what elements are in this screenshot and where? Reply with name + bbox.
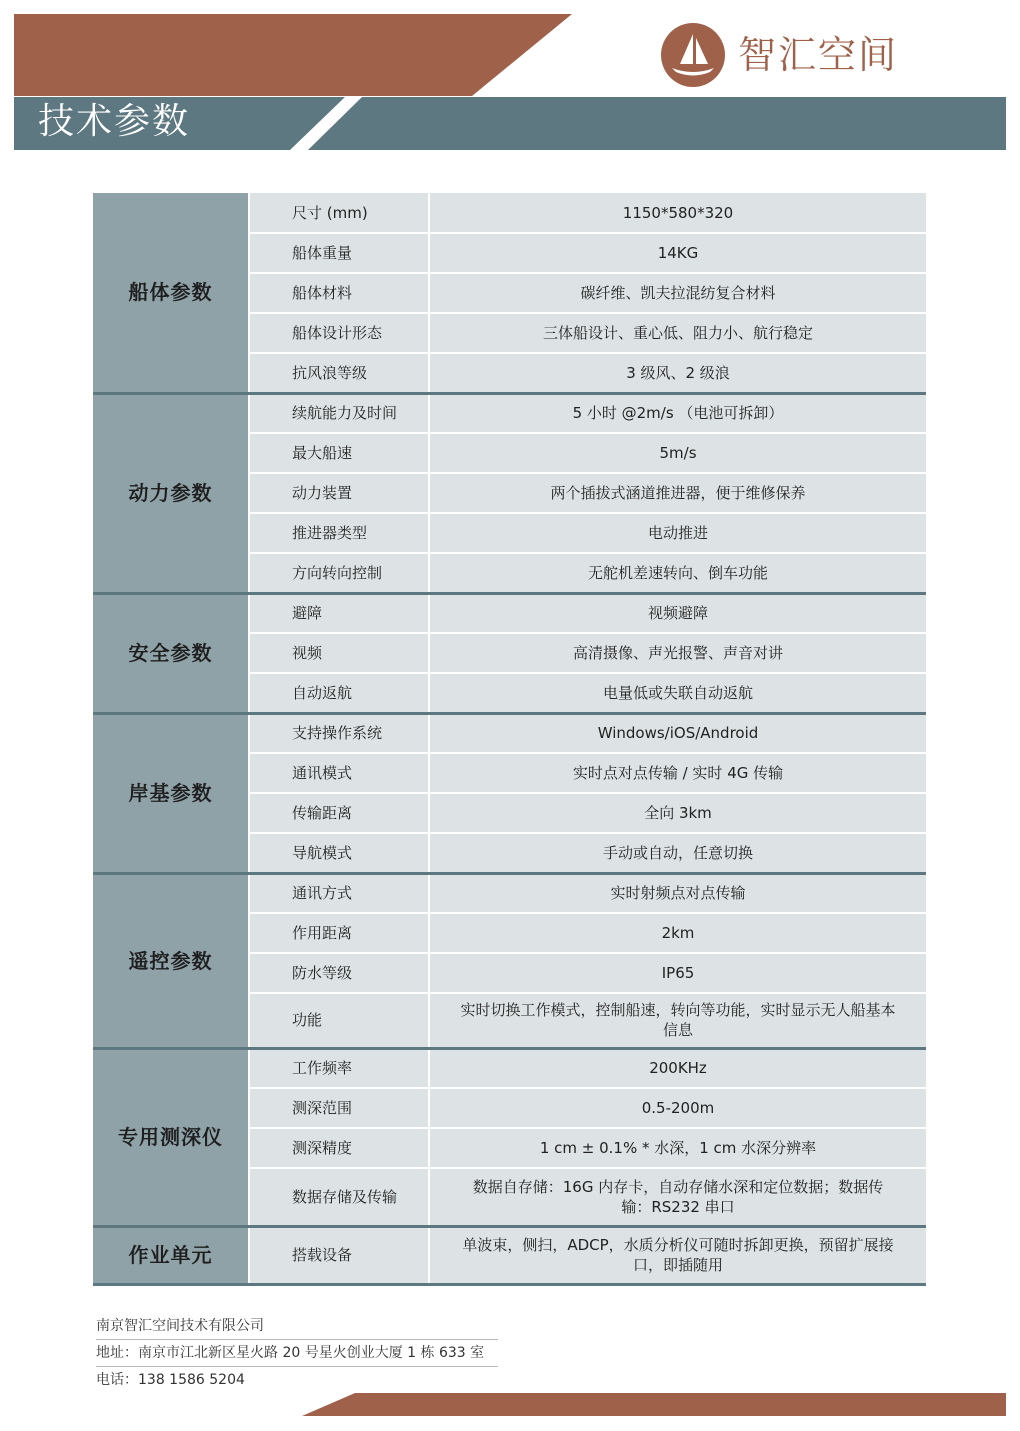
spec-value: 14KG: [429, 233, 926, 273]
spec-label: 续航能力及时间: [249, 393, 429, 433]
spec-label: 导航模式: [249, 833, 429, 873]
group-label: 岸基参数: [93, 713, 249, 873]
spec-label: 通讯方式: [249, 873, 429, 913]
spec-value: IP65: [429, 953, 926, 993]
spec-label: 支持操作系统: [249, 713, 429, 753]
footer-company: 南京智汇空间技术有限公司: [96, 1313, 498, 1340]
spec-row: [93, 713, 926, 753]
brand-logo-icon: [660, 22, 726, 88]
spec-label: 搭载设备: [249, 1226, 429, 1284]
spec-value: 手动或自动，任意切换: [429, 833, 926, 873]
spec-value: 单波束，侧扫，ADCP，水质分析仪可随时拆卸更换，预留扩展接口，即插随用: [429, 1226, 926, 1284]
spec-value: 高清摄像、声光报警、声音对讲: [429, 633, 926, 673]
spec-value: 1 cm ± 0.1% * 水深，1 cm 水深分辨率: [429, 1128, 926, 1168]
brand-name: 智汇空间: [738, 33, 899, 77]
spec-label: 船体材料: [249, 273, 429, 313]
spec-value: 全向 3km: [429, 793, 926, 833]
spec-table: [93, 193, 926, 1286]
spec-value: 1150*580*320: [429, 193, 926, 233]
spec-value: 电量低或失联自动返航: [429, 673, 926, 713]
spec-value: 视频避障: [429, 593, 926, 633]
footer-address: 地址：南京市江北新区星火路 20 号星火创业大厦 1 栋 633 室: [96, 1340, 498, 1367]
spec-label: 抗风浪等级: [249, 353, 429, 393]
spec-value: 实时切换工作模式，控制船速，转向等功能，实时显示无人船基本信息: [429, 993, 926, 1048]
spec-value: 200KHz: [429, 1048, 926, 1088]
spec-value: 两个插拔式涵道推进器，便于维修保养: [429, 473, 926, 513]
spec-value: 电动推进: [429, 513, 926, 553]
spec-value: Windows/iOS/Android: [429, 713, 926, 753]
spec-label: 方向转向控制: [249, 553, 429, 593]
spec-label: 数据存储及传输: [249, 1168, 429, 1226]
spec-row: [93, 1226, 926, 1284]
spec-label: 尺寸 (mm): [249, 193, 429, 233]
spec-label: 船体重量: [249, 233, 429, 273]
spec-label: 防水等级: [249, 953, 429, 993]
spec-label: 通讯模式: [249, 753, 429, 793]
spec-label: 最大船速: [249, 433, 429, 473]
spec-label: 测深范围: [249, 1088, 429, 1128]
group-label: 专用测深仪: [93, 1048, 249, 1226]
footer-phone: 电话：138 1586 5204: [96, 1372, 245, 1388]
spec-value: 3 级风、2 级浪: [429, 353, 926, 393]
spec-label: 传输距离: [249, 793, 429, 833]
spec-row: [93, 393, 926, 433]
page-title: 技术参数: [38, 101, 191, 142]
group-label: 船体参数: [93, 193, 249, 393]
spec-row: [93, 593, 926, 633]
spec-label: 动力装置: [249, 473, 429, 513]
spec-label: 避障: [249, 593, 429, 633]
spec-label: 推进器类型: [249, 513, 429, 553]
spec-label: 自动返航: [249, 673, 429, 713]
spec-label: 作用距离: [249, 913, 429, 953]
spec-label: 船体设计形态: [249, 313, 429, 353]
spec-value: 实时点对点传输 / 实时 4G 传输: [429, 753, 926, 793]
footer: [96, 1313, 498, 1393]
spec-label: 测深精度: [249, 1128, 429, 1168]
spec-row: [93, 873, 926, 913]
footer-banner: [0, 1388, 1020, 1418]
spec-value: 三体船设计、重心低、阻力小、航行稳定: [429, 313, 926, 353]
spec-value: 实时射频点对点传输: [429, 873, 926, 913]
group-label: 作业单元: [93, 1226, 249, 1284]
spec-label: 功能: [249, 993, 429, 1048]
group-label: 动力参数: [93, 393, 249, 593]
spec-value: 5m/s: [429, 433, 926, 473]
spec-value: 数据自存储：16G 内存卡，自动存储水深和定位数据；数据传输：RS232 串口: [429, 1168, 926, 1226]
spec-value: 0.5-200m: [429, 1088, 926, 1128]
spec-value: 无舵机差速转向、倒车功能: [429, 553, 926, 593]
spec-label: 工作频率: [249, 1048, 429, 1088]
spec-row: [93, 193, 926, 233]
spec-label: 视频: [249, 633, 429, 673]
spec-value: 2km: [429, 913, 926, 953]
group-label: 安全参数: [93, 593, 249, 713]
spec-value: 5 小时 @2m/s （电池可拆卸）: [429, 393, 926, 433]
spec-row: [93, 1048, 926, 1088]
spec-value: 碳纤维、凯夫拉混纺复合材料: [429, 273, 926, 313]
group-label: 遥控参数: [93, 873, 249, 1048]
